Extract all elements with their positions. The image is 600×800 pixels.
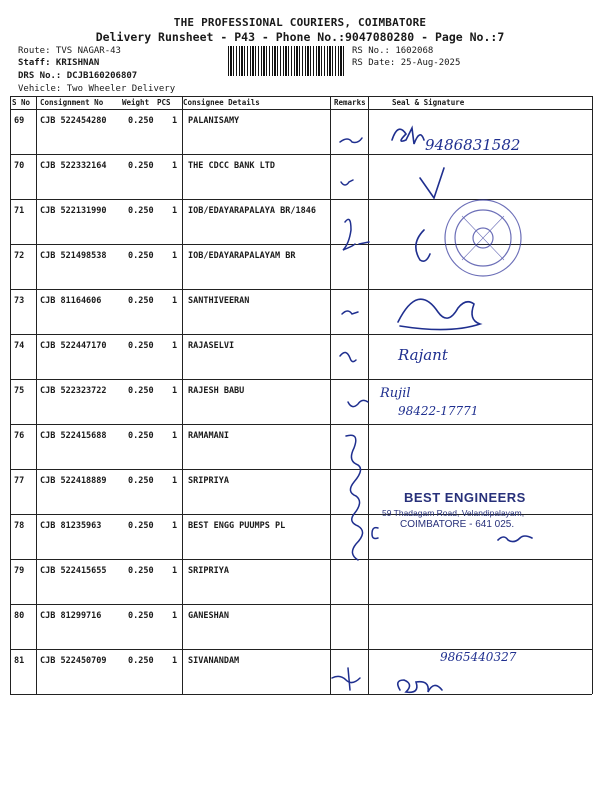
col-sno: S No xyxy=(12,98,31,107)
stamp-address-line1: 59 Thadagam Road, Velandipalayam, xyxy=(382,508,525,518)
row-weight: 0.250 xyxy=(128,386,154,396)
row-consignee: IOB/EDAYARAPALAYAM BR xyxy=(188,251,296,261)
row-pcs: 1 xyxy=(172,566,178,576)
col-weight: Weight xyxy=(122,98,150,107)
row-weight: 0.250 xyxy=(128,656,154,666)
row-weight: 0.250 xyxy=(128,296,154,306)
row-weight: 0.250 xyxy=(128,161,154,171)
row-consignment: CJB 522131990 xyxy=(40,206,107,216)
row-consignment: CJB 521498538 xyxy=(40,251,107,261)
row-consignment: CJB 522418889 xyxy=(40,476,107,486)
col-consignment: Consignment No xyxy=(40,98,104,107)
signature-75-phone: 98422-17771 xyxy=(398,404,479,418)
row-consignee: SRIPRIYA xyxy=(188,476,229,486)
row-consignment: CJB 81235963 xyxy=(40,521,102,531)
signature-74: Rajant xyxy=(398,346,448,364)
row-weight: 0.250 xyxy=(128,251,154,261)
signature-75-name: Rujil xyxy=(380,386,411,401)
company-title: THE PROFESSIONAL COURIERS, COIMBATORE xyxy=(173,16,427,29)
row-consignment: CJB 522323722 xyxy=(40,386,107,396)
row-pcs: 1 xyxy=(172,611,178,621)
row-consignee: BEST ENGG PUUMPS PL xyxy=(188,521,286,531)
row-consignee: PALANISAMY xyxy=(188,116,240,126)
row-pcs: 1 xyxy=(172,341,178,351)
vehicle-label: Vehicle: Two Wheeler Delivery xyxy=(18,84,176,94)
row-weight: 0.250 xyxy=(128,521,154,531)
row-consignment: CJB 522450709 xyxy=(40,656,107,666)
row-pcs: 1 xyxy=(172,431,178,441)
row-consignee: SIVANANDAM xyxy=(188,656,240,666)
row-sno: 70 xyxy=(14,161,25,171)
row-sno: 77 xyxy=(14,476,25,486)
stamp-address-line2: COIMBATORE - 641 025. xyxy=(400,519,515,530)
row-weight: 0.250 xyxy=(128,566,154,576)
row-sno: 80 xyxy=(14,611,25,621)
row-sno: 81 xyxy=(14,656,25,666)
row-consignee: GANESHAN xyxy=(188,611,229,621)
row-sno: 72 xyxy=(14,251,25,261)
row-sno: 71 xyxy=(14,206,25,216)
rs-date: RS Date: 25-Aug-2025 xyxy=(352,58,461,68)
row-weight: 0.250 xyxy=(128,611,154,621)
row-sno: 76 xyxy=(14,431,25,441)
row-sno: 78 xyxy=(14,521,25,531)
row-pcs: 1 xyxy=(172,521,178,531)
row-sno: 75 xyxy=(14,386,25,396)
row-consignment: CJB 522415688 xyxy=(40,431,107,441)
row-pcs: 1 xyxy=(172,386,178,396)
signature-phone-69: 9486831582 xyxy=(425,136,521,154)
row-pcs: 1 xyxy=(172,251,178,261)
row-consignee: THE CDCC BANK LTD xyxy=(188,161,275,171)
row-weight: 0.250 xyxy=(128,476,154,486)
row-weight: 0.250 xyxy=(128,116,154,126)
rs-number: RS No.: 1602068 xyxy=(352,46,434,56)
row-pcs: 1 xyxy=(172,656,178,666)
col-seal-signature: Seal & Signature xyxy=(392,98,465,107)
row-consignee: SANTHIVEERAN xyxy=(188,296,250,306)
row-consignment: CJB 522454280 xyxy=(40,116,107,126)
row-consignment: CJB 522332164 xyxy=(40,161,107,171)
route-label: Route: TVS NAGAR-43 xyxy=(18,46,121,56)
row-pcs: 1 xyxy=(172,296,178,306)
row-pcs: 1 xyxy=(172,116,178,126)
row-consignment: CJB 522447170 xyxy=(40,341,107,351)
row-pcs: 1 xyxy=(172,476,178,486)
row-sno: 69 xyxy=(14,116,25,126)
row-pcs: 1 xyxy=(172,161,178,171)
row-consignee: IOB/EDAYARAPALAYA BR/1846 xyxy=(188,206,316,216)
runsheet-subtitle: Delivery Runsheet - P43 - Phone No.:9047080280 - Page No.:7 xyxy=(95,30,505,44)
staff-label: Staff: KRISHNAN xyxy=(18,58,100,68)
row-weight: 0.250 xyxy=(128,431,154,441)
row-consignee: RAJESH BABU xyxy=(188,386,245,396)
col-remarks: Remarks xyxy=(334,98,366,107)
row-sno: 73 xyxy=(14,296,25,306)
row-consignment: CJB 81299716 xyxy=(40,611,102,621)
row-sno: 79 xyxy=(14,566,25,576)
row-consignee: RAJASELVI xyxy=(188,341,235,351)
row-consignee: RAMAMANI xyxy=(188,431,229,441)
stamp-company-name: BEST ENGINEERS xyxy=(404,490,526,505)
row-weight: 0.250 xyxy=(128,206,154,216)
col-consignee: Consignee Details xyxy=(183,98,260,107)
row-consignment: CJB 522415655 xyxy=(40,566,107,576)
row-pcs: 1 xyxy=(172,206,178,216)
row-sno: 74 xyxy=(14,341,25,351)
row-consignment: CJB 81164606 xyxy=(40,296,102,306)
col-pcs: PCS xyxy=(157,98,171,107)
signature-phone-81: 9865440327 xyxy=(440,650,517,664)
row-weight: 0.250 xyxy=(128,341,154,351)
drs-label: DRS No.: DCJB160206807 xyxy=(18,71,138,81)
row-consignee: SRIPRIYA xyxy=(188,566,229,576)
